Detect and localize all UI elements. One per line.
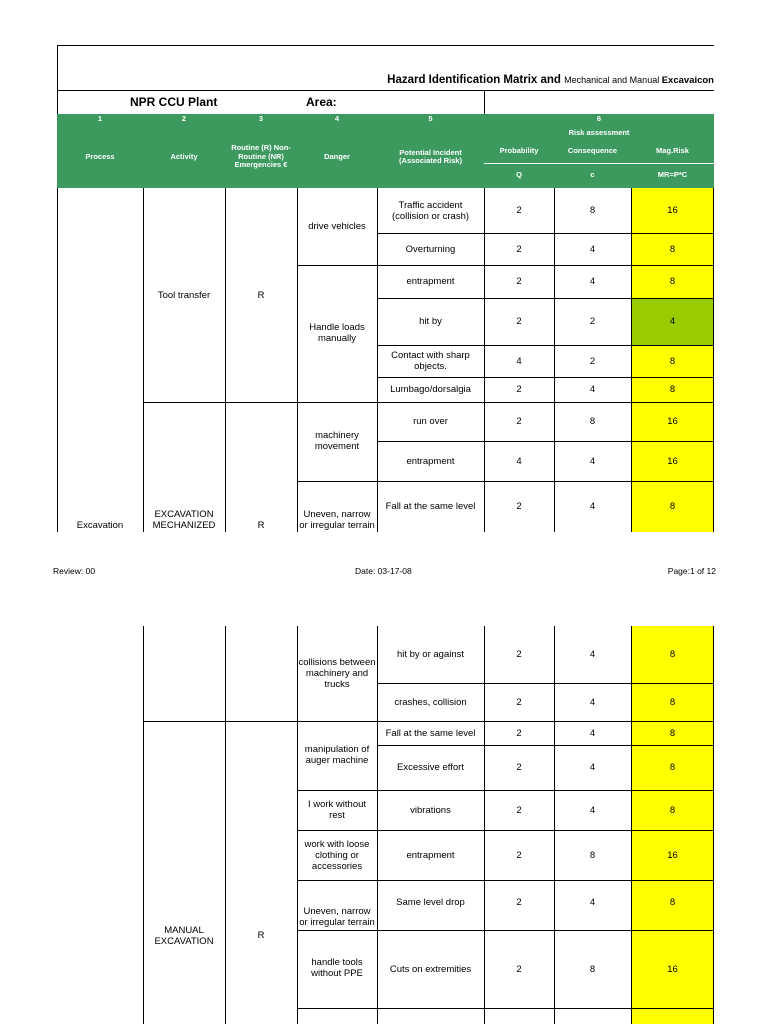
routine-cell: R <box>257 289 265 301</box>
consequence-cell: 4 <box>589 762 596 773</box>
c-header: c <box>590 169 595 179</box>
magrisk-cell: 16 <box>667 963 678 975</box>
incident-cell: hit by <box>419 316 442 327</box>
probability-cell: 2 <box>516 384 522 395</box>
magrisk-header: Mag.Risk <box>656 146 689 156</box>
danger-cell: Uneven, narrow or irregular terrain <box>299 906 375 928</box>
probability-cell: 2 <box>516 316 522 327</box>
area-label: Area: <box>306 95 337 109</box>
consequence-cell: 4 <box>589 455 596 467</box>
consequence-cell: 8 <box>589 205 596 216</box>
incident-cell: hit by or against <box>396 649 465 660</box>
magrisk-cell: 8 <box>669 696 676 708</box>
probability-cell: 2 <box>516 804 522 816</box>
consequence-header: Consequence <box>567 146 618 156</box>
magrisk-cell: 8 <box>669 384 676 395</box>
consequence-cell: 4 <box>589 501 596 512</box>
col-num-4: 4 <box>334 113 340 123</box>
col-num-2: 2 <box>181 113 187 123</box>
matrix-title <box>300 74 714 86</box>
risk-fill <box>631 1008 714 1024</box>
frame-top-line <box>57 45 714 46</box>
page-number: Page:1 of 12 <box>667 566 716 576</box>
incident-cell: Fall at the same level <box>385 501 476 512</box>
danger-cell: drive vehicles <box>308 220 366 232</box>
danger-header: Danger <box>324 151 350 161</box>
col-num-3: 3 <box>258 113 264 123</box>
probability-cell: 2 <box>516 416 522 427</box>
danger-cell: machinery movement <box>314 430 360 452</box>
grid-line <box>297 265 377 266</box>
probability-cell: 4 <box>516 455 522 467</box>
magrisk-cell: 8 <box>669 804 676 816</box>
magrisk-cell: 8 <box>669 762 676 773</box>
activity-header: Activity <box>170 151 198 161</box>
incident-cell: Lumbago/dorsalgia <box>390 384 471 395</box>
magrisk-cell: 16 <box>667 416 678 427</box>
probability-cell: 2 <box>516 243 522 255</box>
title-main: Hazard Identification Matrix and <box>387 74 565 86</box>
activity-cell: EXCAVATION MECHANIZED <box>152 509 216 531</box>
consequence-cell: 4 <box>589 696 596 708</box>
review-label: Review: 00 <box>53 566 96 576</box>
danger-cell: manipulation of auger machine <box>304 744 370 766</box>
probability-cell: 2 <box>516 276 522 287</box>
magrisk-cell: 8 <box>669 501 676 512</box>
magrisk-cell: 16 <box>667 849 678 861</box>
incident-cell: Overturning <box>405 243 456 255</box>
probability-cell: 2 <box>516 649 522 660</box>
consequence-cell: 4 <box>589 384 596 395</box>
incident-cell: Traffic accident (collision or crash) <box>391 199 470 222</box>
consequence-cell: 4 <box>589 727 596 739</box>
probability-cell: 2 <box>516 696 522 708</box>
probability-cell: 2 <box>516 762 522 773</box>
consequence-cell: 2 <box>589 316 596 327</box>
incident-cell: Excessive effort <box>397 762 464 773</box>
grid-line <box>225 626 226 1024</box>
consequence-cell: 4 <box>589 276 596 287</box>
incident-cell: Same level drop <box>396 897 465 908</box>
danger-cell: I work without rest <box>307 799 367 821</box>
probability-cell: 4 <box>516 355 522 367</box>
process-header: Process <box>85 151 115 161</box>
grid-line <box>297 1008 714 1009</box>
incident-cell: run over <box>413 416 448 427</box>
probability-cell: 2 <box>516 849 522 861</box>
plant-row-top-line <box>57 90 714 91</box>
consequence-cell: 8 <box>589 416 596 427</box>
probability-header: Probability <box>499 146 539 156</box>
incident-cell: Contact with sharp objects. <box>391 350 470 372</box>
incident-cell: vibrations <box>410 804 451 816</box>
routine-cell: R <box>257 929 265 941</box>
col-num-6: 6 <box>596 113 602 123</box>
danger-cell: handle tools without PPE <box>311 957 363 979</box>
consequence-cell: 8 <box>589 963 596 975</box>
consequence-cell: 4 <box>589 804 596 816</box>
incident-header: Potential Incident (Associated Risk) <box>399 147 462 165</box>
col-num-5: 5 <box>428 113 433 123</box>
date-label: Date: 03-17-08 <box>355 566 412 576</box>
plant-name: NPR CCU Plant <box>130 95 218 109</box>
probability-cell: 2 <box>516 897 522 908</box>
incident-cell: Fall at the same level <box>385 727 476 739</box>
routine-header: Routine (R) Non-Routine (NR) Emergencies € <box>231 143 291 170</box>
incident-cell: entrapment <box>406 849 455 861</box>
col-num-1: 1 <box>97 113 103 123</box>
magrisk-cell: 8 <box>669 649 676 660</box>
danger-cell: collisions between machinery and trucks <box>298 656 376 690</box>
incident-cell: entrapment <box>406 276 455 287</box>
title-rest: Mechanical and Manual <box>564 75 662 85</box>
probability-cell: 2 <box>516 205 522 216</box>
title-last: Excavaicon <box>661 75 714 86</box>
grid-line <box>225 188 226 532</box>
magrisk-cell: 8 <box>669 897 676 908</box>
consequence-cell: 2 <box>589 355 596 367</box>
danger-cell: Handle loads manually <box>309 322 365 344</box>
activity-cell: Tool transfer <box>157 289 211 301</box>
magrisk-cell: 4 <box>669 316 676 327</box>
risk-assessment-header: Risk assessment <box>568 127 630 137</box>
consequence-cell: 4 <box>589 649 596 660</box>
incident-cell: entrapment <box>406 455 455 467</box>
grid-line <box>143 188 144 532</box>
activity-cell: MANUAL EXCAVATION <box>154 925 214 947</box>
grid-line <box>143 626 144 1024</box>
danger-cell: Uneven, narrow or irregular terrain <box>299 509 375 531</box>
magrisk-cell: 8 <box>669 355 676 367</box>
danger-cell: work with loose clothing or accessories <box>304 838 370 872</box>
q-header: Q <box>516 169 522 179</box>
magrisk-cell: 8 <box>669 276 676 287</box>
consequence-cell: 4 <box>589 243 596 255</box>
magrisk-cell: 8 <box>669 727 676 739</box>
routine-cell: R <box>257 519 265 531</box>
plant-row-divider <box>484 90 485 114</box>
process-cell: Excavation <box>76 519 124 531</box>
magrisk-cell: 8 <box>669 243 676 255</box>
incident-cell: crashes, collision <box>394 696 467 708</box>
incident-cell: Cuts on extremities <box>389 963 472 975</box>
probability-cell: 2 <box>516 963 522 975</box>
consequence-cell: 4 <box>589 897 596 908</box>
magrisk-cell: 16 <box>667 455 678 467</box>
consequence-cell: 8 <box>589 849 596 861</box>
probability-cell: 2 <box>516 501 522 512</box>
magrisk-cell: 16 <box>667 205 678 216</box>
probability-cell: 2 <box>516 727 522 739</box>
mr-header: MR=P*C <box>657 169 688 179</box>
